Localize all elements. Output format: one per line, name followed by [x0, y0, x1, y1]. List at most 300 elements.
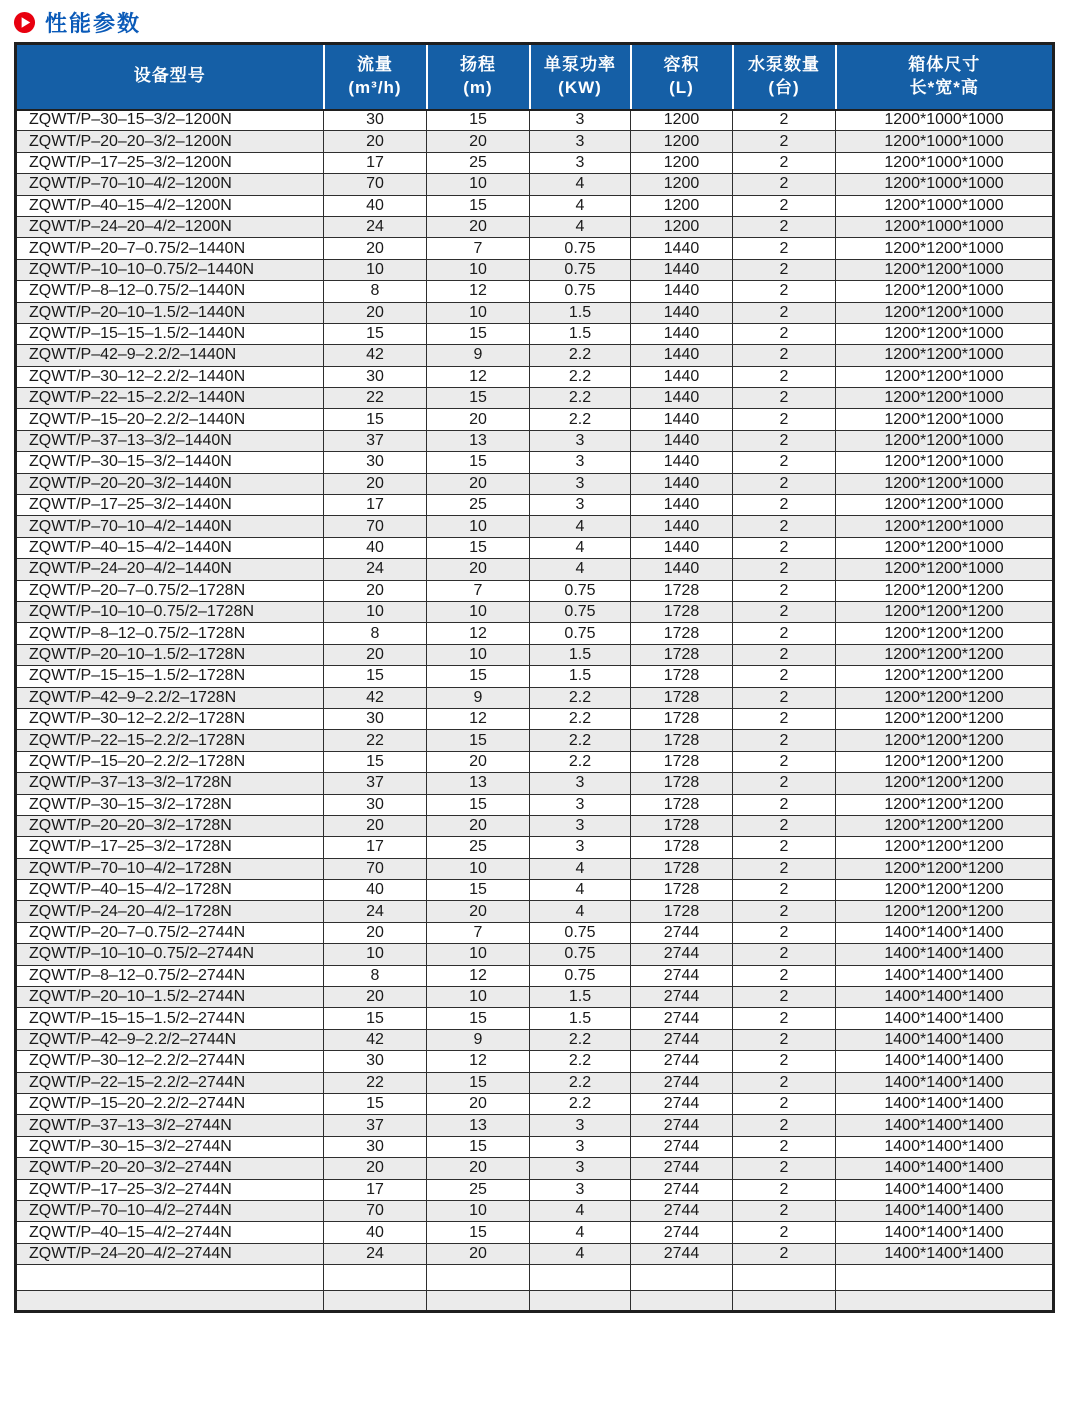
column-header-line: 箱体尺寸: [908, 54, 981, 74]
value-cell: 0.75: [530, 580, 631, 601]
table-row: [16, 323, 1054, 344]
model-cell: ZQWT/P–30–15–3/2–1200N: [16, 110, 324, 131]
column-header-line: (KW): [558, 77, 602, 97]
table-row: [16, 687, 1054, 708]
model-cell: [16, 1265, 324, 1291]
value-cell: 25: [427, 495, 530, 516]
value-cell: 2.2: [530, 345, 631, 366]
table-row: [16, 131, 1054, 152]
table-row: [16, 559, 1054, 580]
model-cell: ZQWT/P–30–15–3/2–1728N: [16, 794, 324, 815]
table-row: [16, 1200, 1054, 1221]
value-cell: 12: [427, 623, 530, 644]
value-cell: 2744: [631, 1222, 733, 1243]
value-cell: 1440: [631, 366, 733, 387]
value-cell: 1400*1400*1400: [836, 1158, 1054, 1179]
value-cell: 2.2: [530, 366, 631, 387]
value-cell: 2744: [631, 1158, 733, 1179]
value-cell: 70: [324, 516, 427, 537]
table-row: [16, 1222, 1054, 1243]
value-cell: 13: [427, 430, 530, 451]
value-cell: 1400*1400*1400: [836, 965, 1054, 986]
column-header-6: [733, 44, 836, 110]
value-cell: 12: [427, 708, 530, 729]
value-cell: 1728: [631, 858, 733, 879]
table-row: [16, 794, 1054, 815]
model-cell: ZQWT/P–30–12–2.2/2–1440N: [16, 366, 324, 387]
model-cell: ZQWT/P–20–10–1.5/2–1728N: [16, 644, 324, 665]
value-cell: 15: [427, 1136, 530, 1157]
value-cell: 3: [530, 837, 631, 858]
model-cell: ZQWT/P–70–10–4/2–1728N: [16, 858, 324, 879]
table-row: [16, 238, 1054, 259]
table-row: [16, 516, 1054, 537]
value-cell: 3: [530, 794, 631, 815]
value-cell: 30: [324, 794, 427, 815]
value-cell: 24: [324, 901, 427, 922]
value-cell: 20: [427, 1158, 530, 1179]
value-cell: 3: [530, 1115, 631, 1136]
value-cell: 10: [427, 644, 530, 665]
value-cell: 20: [427, 1243, 530, 1264]
value-cell: 1200*1200*1000: [836, 430, 1054, 451]
value-cell: 3: [530, 473, 631, 494]
value-cell: 20: [427, 751, 530, 772]
table-row: [16, 730, 1054, 751]
value-cell: 15: [427, 666, 530, 687]
spec-table: [14, 42, 1055, 1313]
model-cell: ZQWT/P–37–13–3/2–1728N: [16, 773, 324, 794]
value-cell: 1728: [631, 601, 733, 622]
model-cell: ZQWT/P–15–20–2.2/2–1728N: [16, 751, 324, 772]
table-row: [16, 708, 1054, 729]
model-cell: ZQWT/P–22–15–2.2/2–1440N: [16, 388, 324, 409]
value-cell: 1728: [631, 708, 733, 729]
value-cell: 1440: [631, 238, 733, 259]
value-cell: 1200*1200*1200: [836, 623, 1054, 644]
value-cell: 2: [733, 495, 836, 516]
value-cell: 1728: [631, 815, 733, 836]
value-cell: 2: [733, 152, 836, 173]
value-cell: 20: [324, 131, 427, 152]
value-cell: 1200*1000*1000: [836, 131, 1054, 152]
model-cell: ZQWT/P–10–10–0.75/2–1440N: [16, 259, 324, 280]
value-cell: 1440: [631, 259, 733, 280]
value-cell: 1728: [631, 901, 733, 922]
value-cell: 1200*1200*1000: [836, 516, 1054, 537]
table-row: [16, 880, 1054, 901]
value-cell: 2: [733, 987, 836, 1008]
value-cell: 2: [733, 1243, 836, 1264]
column-header-line: 扬程: [460, 54, 496, 74]
column-header-line: (台): [768, 77, 800, 97]
model-cell: ZQWT/P–30–12–2.2/2–1728N: [16, 708, 324, 729]
value-cell: 2744: [631, 1200, 733, 1221]
table-head: [16, 44, 1054, 110]
value-cell: [733, 1265, 836, 1291]
column-header-line: 长*宽*高: [909, 77, 979, 97]
value-cell: 2: [733, 880, 836, 901]
model-cell: ZQWT/P–42–9–2.2/2–1728N: [16, 687, 324, 708]
value-cell: 2: [733, 302, 836, 323]
value-cell: 2744: [631, 1008, 733, 1029]
value-cell: 1200: [631, 195, 733, 216]
value-cell: 2: [733, 858, 836, 879]
value-cell: 1200*1200*1200: [836, 858, 1054, 879]
value-cell: 1440: [631, 302, 733, 323]
value-cell: 17: [324, 152, 427, 173]
value-cell: 2: [733, 601, 836, 622]
value-cell: 3: [530, 452, 631, 473]
value-cell: 2: [733, 409, 836, 430]
model-cell: ZQWT/P–40–15–4/2–1200N: [16, 195, 324, 216]
table-row: [16, 922, 1054, 943]
value-cell: 1728: [631, 666, 733, 687]
value-cell: 2: [733, 1008, 836, 1029]
value-cell: 2.2: [530, 751, 631, 772]
value-cell: 2: [733, 1115, 836, 1136]
table-row: [16, 388, 1054, 409]
value-cell: 10: [427, 174, 530, 195]
value-cell: 2744: [631, 1051, 733, 1072]
value-cell: 2.2: [530, 708, 631, 729]
value-cell: 17: [324, 837, 427, 858]
value-cell: 2744: [631, 1072, 733, 1093]
value-cell: 2.2: [530, 730, 631, 751]
value-cell: 30: [324, 1136, 427, 1157]
table-row: [16, 452, 1054, 473]
value-cell: 2: [733, 1029, 836, 1050]
value-cell: 1200*1200*1200: [836, 837, 1054, 858]
value-cell: 10: [427, 601, 530, 622]
value-cell: 1.5: [530, 302, 631, 323]
value-cell: 1440: [631, 388, 733, 409]
value-cell: 2744: [631, 1179, 733, 1200]
value-cell: 1.5: [530, 987, 631, 1008]
value-cell: 2: [733, 238, 836, 259]
column-header-line: 水泵数量: [748, 54, 820, 74]
value-cell: 1440: [631, 473, 733, 494]
value-cell: 15: [427, 388, 530, 409]
value-cell: 1200*1200*1000: [836, 388, 1054, 409]
column-header-line: 单泵功率: [544, 54, 616, 74]
value-cell: 1200*1200*1000: [836, 302, 1054, 323]
model-cell: ZQWT/P–30–15–3/2–2744N: [16, 1136, 324, 1157]
value-cell: 1200*1200*1000: [836, 366, 1054, 387]
table-row: [16, 1243, 1054, 1264]
value-cell: 0.75: [530, 281, 631, 302]
value-cell: 12: [427, 965, 530, 986]
value-cell: 2744: [631, 1136, 733, 1157]
value-cell: [324, 1291, 427, 1312]
model-cell: ZQWT/P–20–7–0.75/2–1440N: [16, 238, 324, 259]
value-cell: 2: [733, 922, 836, 943]
table-row: [16, 1093, 1054, 1114]
value-cell: 15: [324, 751, 427, 772]
table-row: [16, 366, 1054, 387]
column-header-line: 容积: [663, 54, 700, 74]
model-cell: ZQWT/P–17–25–3/2–1728N: [16, 837, 324, 858]
value-cell: [427, 1265, 530, 1291]
model-cell: ZQWT/P–20–10–1.5/2–1440N: [16, 302, 324, 323]
value-cell: 1440: [631, 409, 733, 430]
value-cell: 4: [530, 195, 631, 216]
value-cell: 22: [324, 730, 427, 751]
value-cell: 2: [733, 1179, 836, 1200]
model-cell: ZQWT/P–42–9–2.2/2–2744N: [16, 1029, 324, 1050]
value-cell: 2: [733, 708, 836, 729]
table-row: [16, 644, 1054, 665]
value-cell: 2: [733, 965, 836, 986]
value-cell: 42: [324, 345, 427, 366]
column-header-5: [631, 44, 733, 110]
model-cell: ZQWT/P–20–20–3/2–1728N: [16, 815, 324, 836]
model-cell: ZQWT/P–20–20–3/2–1440N: [16, 473, 324, 494]
value-cell: 1200*1000*1000: [836, 174, 1054, 195]
value-cell: 20: [324, 473, 427, 494]
value-cell: 4: [530, 880, 631, 901]
value-cell: 1728: [631, 773, 733, 794]
table-row: [16, 623, 1054, 644]
value-cell: 1200*1200*1000: [836, 473, 1054, 494]
value-cell: 1400*1400*1400: [836, 1093, 1054, 1114]
model-cell: ZQWT/P–17–25–3/2–2744N: [16, 1179, 324, 1200]
value-cell: 1.5: [530, 644, 631, 665]
value-cell: 1200: [631, 131, 733, 152]
value-cell: 15: [427, 537, 530, 558]
value-cell: 7: [427, 238, 530, 259]
value-cell: 15: [324, 1008, 427, 1029]
value-cell: 20: [324, 922, 427, 943]
value-cell: 4: [530, 858, 631, 879]
value-cell: 20: [427, 559, 530, 580]
model-cell: ZQWT/P–10–10–0.75/2–2744N: [16, 944, 324, 965]
value-cell: 15: [427, 323, 530, 344]
value-cell: 1728: [631, 837, 733, 858]
value-cell: 1440: [631, 495, 733, 516]
value-cell: 2: [733, 580, 836, 601]
value-cell: 2: [733, 623, 836, 644]
value-cell: 15: [427, 452, 530, 473]
value-cell: 1200*1200*1000: [836, 238, 1054, 259]
value-cell: 4: [530, 559, 631, 580]
model-cell: ZQWT/P–42–9–2.2/2–1440N: [16, 345, 324, 366]
model-cell: ZQWT/P–37–13–3/2–1440N: [16, 430, 324, 451]
play-circle-icon: [13, 11, 36, 34]
value-cell: 15: [427, 110, 530, 131]
table-row: [16, 1051, 1054, 1072]
value-cell: [530, 1265, 631, 1291]
value-cell: 1728: [631, 623, 733, 644]
value-cell: 10: [427, 259, 530, 280]
value-cell: 42: [324, 687, 427, 708]
value-cell: 4: [530, 901, 631, 922]
value-cell: [631, 1265, 733, 1291]
value-cell: 12: [427, 366, 530, 387]
value-cell: 1728: [631, 730, 733, 751]
value-cell: 10: [427, 987, 530, 1008]
value-cell: [836, 1265, 1054, 1291]
model-cell: ZQWT/P–20–7–0.75/2–1728N: [16, 580, 324, 601]
table-row: [16, 281, 1054, 302]
value-cell: 2: [733, 388, 836, 409]
value-cell: 3: [530, 131, 631, 152]
value-cell: 10: [427, 858, 530, 879]
value-cell: 4: [530, 516, 631, 537]
value-cell: 22: [324, 388, 427, 409]
model-cell: ZQWT/P–20–7–0.75/2–2744N: [16, 922, 324, 943]
value-cell: 3: [530, 773, 631, 794]
column-header-1: [16, 44, 324, 110]
model-cell: ZQWT/P–24–20–4/2–1728N: [16, 901, 324, 922]
value-cell: 10: [324, 944, 427, 965]
value-cell: 1400*1400*1400: [836, 1200, 1054, 1221]
value-cell: 1200: [631, 152, 733, 173]
model-cell: ZQWT/P–22–15–2.2/2–2744N: [16, 1072, 324, 1093]
table-row: [16, 1158, 1054, 1179]
value-cell: 2: [733, 174, 836, 195]
empty-row: [16, 1265, 1054, 1291]
column-header-line: 流量: [357, 54, 393, 74]
value-cell: 24: [324, 1243, 427, 1264]
value-cell: 42: [324, 1029, 427, 1050]
value-cell: 1200: [631, 110, 733, 131]
model-cell: ZQWT/P–30–15–3/2–1440N: [16, 452, 324, 473]
value-cell: 4: [530, 537, 631, 558]
value-cell: 9: [427, 345, 530, 366]
value-cell: 1400*1400*1400: [836, 922, 1054, 943]
value-cell: 3: [530, 1136, 631, 1157]
model-cell: ZQWT/P–15–20–2.2/2–2744N: [16, 1093, 324, 1114]
model-cell: ZQWT/P–20–20–3/2–2744N: [16, 1158, 324, 1179]
value-cell: 1200: [631, 174, 733, 195]
table-row: [16, 580, 1054, 601]
value-cell: 0.75: [530, 965, 631, 986]
model-cell: ZQWT/P–17–25–3/2–1440N: [16, 495, 324, 516]
model-cell: ZQWT/P–40–15–4/2–1728N: [16, 880, 324, 901]
value-cell: 2: [733, 837, 836, 858]
value-cell: 2: [733, 815, 836, 836]
value-cell: 1.5: [530, 1008, 631, 1029]
value-cell: 37: [324, 1115, 427, 1136]
value-cell: 2: [733, 131, 836, 152]
value-cell: [733, 1291, 836, 1312]
value-cell: 1200*1200*1200: [836, 708, 1054, 729]
model-cell: ZQWT/P–40–15–4/2–2744N: [16, 1222, 324, 1243]
value-cell: 2: [733, 473, 836, 494]
table-row: [16, 751, 1054, 772]
value-cell: [631, 1291, 733, 1312]
value-cell: 1440: [631, 323, 733, 344]
table-row: [16, 601, 1054, 622]
value-cell: 15: [427, 880, 530, 901]
model-cell: ZQWT/P–22–15–2.2/2–1728N: [16, 730, 324, 751]
value-cell: 24: [324, 559, 427, 580]
value-cell: 30: [324, 452, 427, 473]
value-cell: 1200*1200*1000: [836, 559, 1054, 580]
value-cell: 2: [733, 259, 836, 280]
value-cell: 10: [427, 1200, 530, 1221]
value-cell: 1728: [631, 794, 733, 815]
value-cell: 1200*1200*1000: [836, 495, 1054, 516]
value-cell: 15: [324, 666, 427, 687]
value-cell: 1440: [631, 281, 733, 302]
value-cell: 2: [733, 1051, 836, 1072]
value-cell: 15: [324, 1093, 427, 1114]
model-cell: ZQWT/P–17–25–3/2–1200N: [16, 152, 324, 173]
value-cell: 13: [427, 1115, 530, 1136]
value-cell: 2: [733, 216, 836, 237]
value-cell: 20: [324, 1158, 427, 1179]
value-cell: 4: [530, 174, 631, 195]
value-cell: 2744: [631, 965, 733, 986]
value-cell: 2: [733, 281, 836, 302]
value-cell: 2: [733, 537, 836, 558]
section-title-row: [0, 0, 1066, 42]
value-cell: 1728: [631, 751, 733, 772]
column-header-line: 设备型号: [133, 66, 206, 86]
value-cell: 1400*1400*1400: [836, 1029, 1054, 1050]
value-cell: 2: [733, 345, 836, 366]
value-cell: 2: [733, 559, 836, 580]
empty-row: [16, 1291, 1054, 1312]
value-cell: 3: [530, 110, 631, 131]
value-cell: 1.5: [530, 666, 631, 687]
value-cell: 2744: [631, 1093, 733, 1114]
table-row: [16, 409, 1054, 430]
value-cell: 12: [427, 1051, 530, 1072]
value-cell: 10: [324, 259, 427, 280]
value-cell: 15: [427, 195, 530, 216]
value-cell: 2.2: [530, 1072, 631, 1093]
value-cell: 1400*1400*1400: [836, 987, 1054, 1008]
table-row: [16, 216, 1054, 237]
value-cell: 2: [733, 666, 836, 687]
value-cell: 1440: [631, 537, 733, 558]
model-cell: ZQWT/P–40–15–4/2–1440N: [16, 537, 324, 558]
value-cell: 2: [733, 751, 836, 772]
value-cell: 1200*1200*1000: [836, 409, 1054, 430]
value-cell: [324, 1265, 427, 1291]
value-cell: 40: [324, 195, 427, 216]
value-cell: 2: [733, 1222, 836, 1243]
value-cell: 20: [427, 1093, 530, 1114]
column-header-4: [530, 44, 631, 110]
value-cell: 15: [324, 409, 427, 430]
value-cell: 1440: [631, 559, 733, 580]
value-cell: 8: [324, 281, 427, 302]
value-cell: 1400*1400*1400: [836, 1222, 1054, 1243]
value-cell: 8: [324, 623, 427, 644]
value-cell: 2: [733, 1093, 836, 1114]
value-cell: 0.75: [530, 623, 631, 644]
model-cell: ZQWT/P–8–12–0.75/2–1728N: [16, 623, 324, 644]
value-cell: 1400*1400*1400: [836, 1136, 1054, 1157]
value-cell: 1200: [631, 216, 733, 237]
value-cell: 1728: [631, 644, 733, 665]
model-cell: ZQWT/P–15–15–1.5/2–1728N: [16, 666, 324, 687]
value-cell: 30: [324, 1051, 427, 1072]
table-row: [16, 773, 1054, 794]
value-cell: 4: [530, 216, 631, 237]
value-cell: 37: [324, 430, 427, 451]
value-cell: 15: [324, 323, 427, 344]
value-cell: 1440: [631, 430, 733, 451]
value-cell: 2: [733, 794, 836, 815]
value-cell: 2: [733, 773, 836, 794]
value-cell: 2: [733, 452, 836, 473]
model-cell: ZQWT/P–15–20–2.2/2–1440N: [16, 409, 324, 430]
